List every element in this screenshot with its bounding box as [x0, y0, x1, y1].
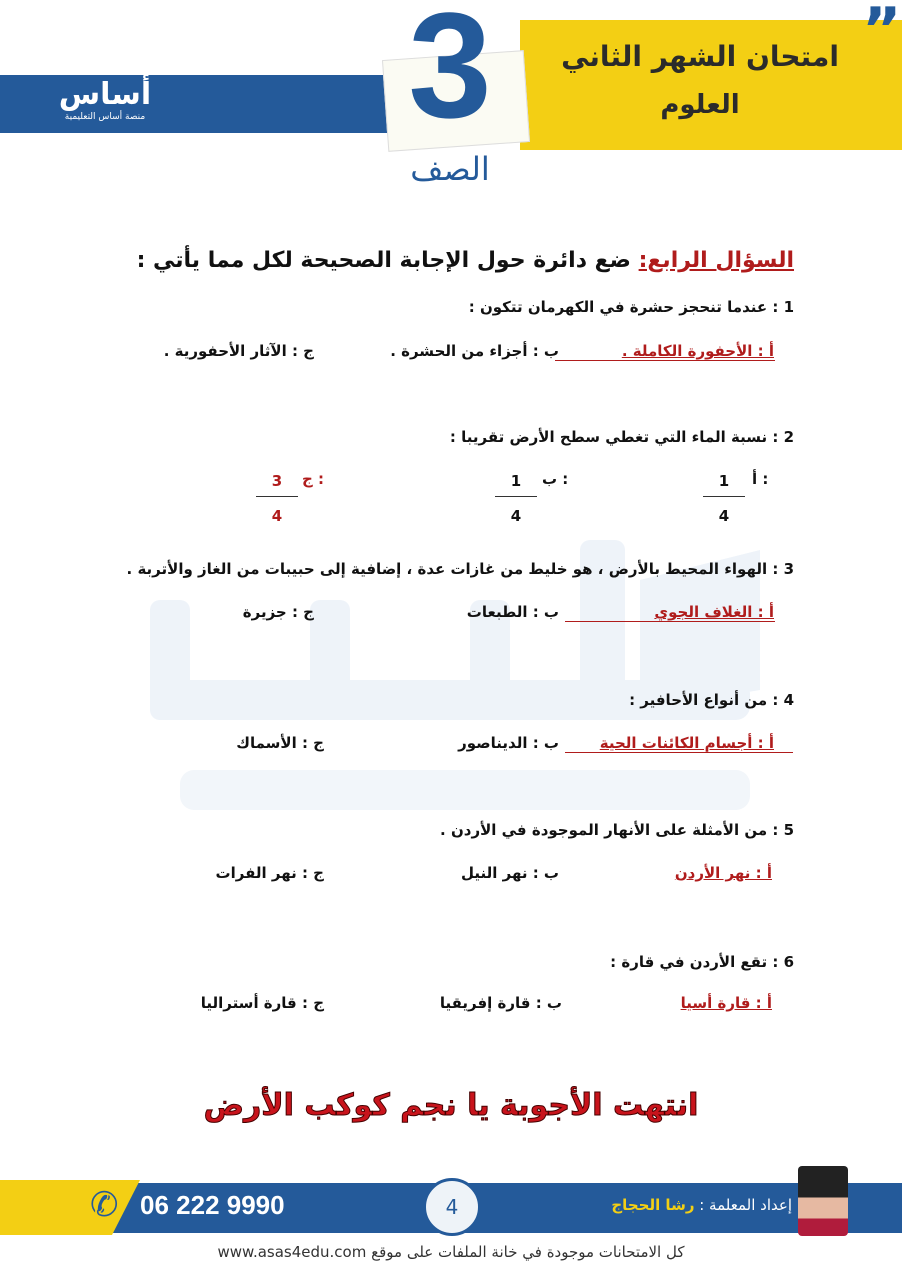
question-3: 3 : الهواء المحيط بالأرض ، هو خليط من غازات عدة ، إضافية إلى حبيبات من الغاز والأتربة .	[126, 560, 794, 578]
teacher-name: رشا الحجاج	[611, 1196, 695, 1214]
logo-text: أساس	[58, 77, 152, 112]
teacher-label: إعداد المعلمة :	[694, 1196, 792, 1214]
q1-option-a[interactable]: أ : الأحفورة الكاملة .	[621, 342, 774, 360]
teacher-photo	[798, 1166, 848, 1236]
denominator: 4	[271, 507, 283, 525]
q2-option-b-fraction[interactable]	[495, 472, 537, 525]
quote-icon: ”	[862, 0, 902, 65]
q2-option-a-label[interactable]: أ :	[752, 470, 769, 488]
q3-option-a[interactable]: أ : الغلاف الجوي	[654, 603, 774, 621]
question-2: 2 : نسبة الماء التي تغطي سطح الأرض تقريبا :	[449, 428, 794, 446]
q4-option-b[interactable]: ب : الديناصور	[458, 734, 559, 752]
q4-option-c[interactable]: ج : الأسماك	[236, 734, 324, 752]
exam-title: امتحان الشهر الثاني	[561, 40, 839, 73]
q3-option-c[interactable]: ج : جزيرة	[242, 603, 314, 621]
q2-option-b-label[interactable]: ب :	[542, 470, 569, 488]
site-note: كل الامتحانات موجودة في خانة الملفات على موقع www.asas4edu.com	[217, 1243, 685, 1261]
section-instruction: ضع دائرة حول الإجابة الصحيحة لكل مما يأتي :	[136, 248, 639, 273]
phone-number: 06 222 9990	[140, 1190, 285, 1220]
q6-option-c[interactable]: ج : قارة أستراليا	[200, 994, 324, 1012]
answer-underline	[555, 360, 775, 361]
logo	[40, 78, 170, 122]
question-5: 5 : من الأمثلة على الأنهار الموجودة في الأردن .	[440, 821, 794, 839]
question-6: 6 : تقع الأردن في قارة :	[610, 953, 794, 971]
watermark-logo	[140, 540, 790, 840]
logo-subtitle: منصة أساس التعليمية	[64, 112, 146, 122]
phone-icon: ✆	[90, 1185, 119, 1225]
q1-option-b[interactable]: ب : أجزاء من الحشرة .	[390, 342, 559, 360]
page-number: 4	[423, 1178, 481, 1236]
q5-option-c[interactable]: ج : نهر الفرات	[215, 864, 324, 882]
question-4: 4 : من أنواع الأحافير :	[629, 691, 794, 709]
q5-option-a[interactable]: أ : نهر الأردن	[674, 864, 772, 882]
section-heading	[137, 248, 794, 273]
teacher-credit	[611, 1196, 792, 1214]
answer-underline	[565, 621, 775, 622]
q1-option-c[interactable]: ج : الآثار الأحفورية .	[163, 342, 314, 360]
q5-option-b[interactable]: ب : نهر النيل	[460, 864, 559, 882]
q6-option-a[interactable]: أ : قارة أسيا	[680, 994, 772, 1012]
subject-title: العلوم	[660, 90, 740, 120]
q3-option-b[interactable]: ب : الطبعات	[466, 603, 559, 621]
section-label: السؤال الرابع:	[638, 248, 794, 273]
closing-message: انتهت الأجوبة يا نجم كوكب الأرض	[203, 1088, 699, 1123]
question-1: 1 : عندما تنحجز حشرة في الكهرمان تتكون :	[468, 298, 794, 316]
denominator: 4	[718, 507, 730, 525]
grade-label: الصف	[410, 150, 490, 188]
denominator: 4	[510, 507, 522, 525]
q2-option-a-fraction[interactable]	[703, 472, 745, 525]
answer-underline	[565, 752, 793, 753]
q2-option-c-label[interactable]: ج :	[302, 470, 325, 488]
grade-number: 3	[408, 0, 492, 149]
numerator: 1	[718, 472, 730, 490]
q4-option-a[interactable]: أ : أجسام الكائنات الحية	[599, 734, 774, 752]
q6-option-b[interactable]: ب : قارة إفريقيا	[439, 994, 562, 1012]
numerator: 3	[271, 472, 283, 490]
numerator: 1	[510, 472, 522, 490]
q2-option-c-fraction[interactable]	[256, 472, 298, 525]
